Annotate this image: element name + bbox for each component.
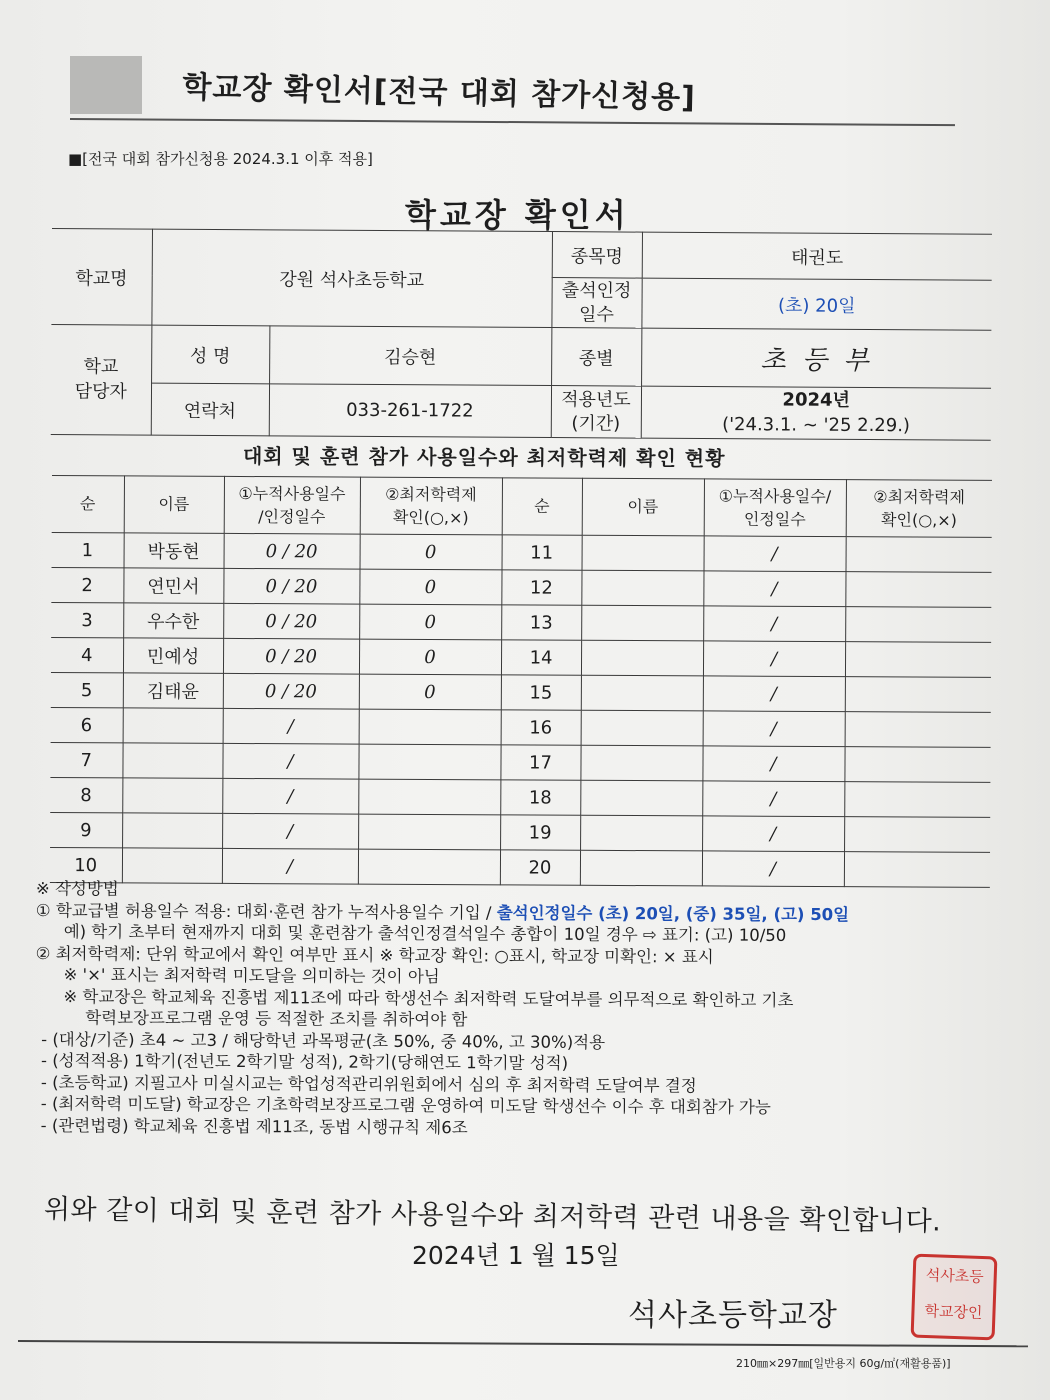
manager-name-value: 김승현: [269, 326, 551, 386]
school-name-label: 학교명: [51, 228, 152, 325]
attendance-days-value: (초) 20일: [641, 278, 991, 330]
row-number: 19: [500, 815, 580, 850]
student-name: [581, 710, 703, 746]
row-number: 11: [502, 535, 582, 570]
days-used: 0 / 20: [223, 603, 359, 639]
min-academic-check: [844, 782, 990, 818]
student-name: [123, 708, 223, 744]
days-used: /: [703, 711, 845, 747]
row-number: 9: [50, 812, 122, 847]
header-days-right: ①누적사용일수/: [718, 486, 832, 506]
row-number: 2: [51, 567, 123, 602]
days-used: /: [702, 781, 844, 817]
year-label-2: (기간): [571, 412, 621, 434]
student-name: 연민서: [123, 568, 223, 604]
notes-heading: ※ 작성방법: [35, 879, 119, 899]
student-name: [580, 815, 702, 851]
min-academic-check: [845, 677, 991, 713]
header-min-academic: ②최저학력제: [385, 484, 477, 505]
table-row: [50, 812, 990, 852]
note-1-text: ① 학교급별 허용일수 적용: 대회·훈련 참가 누적사용일수 기입 /: [35, 900, 497, 922]
days-used: /: [703, 676, 845, 712]
contact-label: 연락처: [151, 383, 269, 436]
row-number: 7: [50, 742, 122, 777]
header-min-academic-2: 확인(○,×): [392, 507, 469, 528]
table-row: [51, 567, 991, 607]
min-academic-check: [845, 642, 991, 678]
min-academic-check: 0: [359, 674, 501, 710]
row-number: 12: [501, 570, 581, 605]
min-academic-check: [845, 607, 991, 643]
seal-text-1: 석사초등: [925, 1266, 985, 1287]
category-value: 초 등 부: [641, 328, 991, 388]
student-name: 김태윤: [123, 673, 223, 709]
school-name-value: 강원 석사초등학교: [151, 229, 552, 327]
min-academic-check: 0: [359, 639, 501, 675]
student-name: [580, 745, 702, 781]
row-number: 10: [50, 847, 122, 882]
year-value: 2024년: [782, 389, 851, 412]
note-2: ② 최저학력제: 단위 학교에서 확인 여부만 표시 ※ 학교장 확인: ○표시, 학교장 미확인: × 표시: [35, 943, 714, 967]
applicability-note: ■[전국 대회 참가신청용 2024.3.1 이후 적용]: [68, 150, 373, 168]
min-academic-check: [844, 817, 990, 853]
instructions: [35, 878, 1026, 1141]
student-name: 박동현: [124, 533, 224, 569]
header-no-right: 순: [502, 478, 582, 535]
student-name: [582, 535, 704, 571]
row-number: 20: [500, 850, 580, 885]
table-row: [52, 532, 992, 572]
note-2-b1: ※ 학교장은 학교체육 진흥법 제11조에 따라 학생선수 최저학력 도달여부를 의무적으로 확인하고 기초: [63, 986, 794, 1010]
name-label: 성 명: [151, 325, 269, 384]
attendance-label-2: 일수: [579, 303, 614, 325]
section-title: 대회 및 훈련 참가 사용일수와 최저학력제 확인 현황: [242, 444, 726, 471]
student-name: [581, 675, 703, 711]
signing-date: 2024년 1 월 15일: [412, 1241, 620, 1270]
row-number: 15: [501, 675, 581, 710]
min-academic-check: 0: [359, 604, 501, 640]
min-academic-check: [846, 537, 992, 573]
student-name: [581, 640, 703, 676]
table-row: [51, 602, 991, 642]
detail-4: - (최저학력 미도달) 학교장은 기초학력보장프로그램 운영하여 미도달 학생선수 이수 후 대회참가 가능: [40, 1094, 771, 1117]
student-name: 우수한: [123, 603, 223, 639]
days-used: /: [703, 606, 845, 642]
confirmation-statement: 위와 같이 대회 및 훈련 참가 사용일수와 최저학력 관련 내용을 확인합니다.: [43, 1194, 942, 1238]
row-number: 18: [500, 780, 580, 815]
student-name: [581, 605, 703, 641]
min-academic-check: [844, 747, 990, 783]
footer-divider: [18, 1340, 1028, 1347]
detail-3: - (초등학교) 지필고사 미실시교는 학업성적관리위원회에서 심의 후 최저학력 도달여부 결정: [40, 1072, 697, 1095]
table-row: [50, 742, 990, 782]
min-academic-check: [358, 814, 500, 850]
detail-5: - (관련법령) 학교체육 진흥법 제11조, 동법 시행규칙 제6조: [40, 1115, 468, 1137]
title-divider: [70, 118, 955, 126]
header-days: ①누적사용일수: [238, 483, 346, 504]
detail-1: - (대상/기준) 초4 ~ 고3 / 해당학년 과목평균(초 50%, 중 40%, 고 30%)적용: [41, 1029, 606, 1052]
category-label: 종별: [551, 328, 641, 387]
days-used: /: [222, 848, 358, 884]
days-used: 0 / 20: [223, 673, 359, 709]
min-academic-check: 0: [359, 569, 501, 605]
header-name: 이름: [124, 476, 224, 534]
min-academic-check: 0: [360, 534, 502, 570]
note-2-b2: 학력보장프로그램 운영 등 적절한 조치를 취하여야 함: [85, 1008, 468, 1030]
days-used: 0 / 20: [223, 638, 359, 674]
days-used: 0 / 20: [224, 533, 360, 569]
school-info-table: [51, 228, 992, 441]
days-used: 0 / 20: [223, 568, 359, 604]
header-no: 순: [52, 476, 124, 533]
days-used: /: [704, 536, 846, 572]
header-days-right-2: 인정일수: [743, 509, 806, 529]
row-number: 5: [51, 672, 123, 707]
days-used: /: [223, 708, 359, 744]
min-academic-check: [845, 572, 991, 608]
row-number: 3: [51, 602, 123, 637]
header-min-academic-right-2: 확인(○,×): [881, 510, 957, 530]
days-used: /: [222, 813, 358, 849]
days-used: /: [702, 851, 844, 887]
note-1-emphasis: 출석인정일수: [496, 902, 593, 923]
note-1-days: (초) 20일, (중) 35일, (고) 50일: [592, 903, 850, 924]
attendance-label: 출석인정: [561, 280, 632, 302]
min-academic-check: [845, 712, 991, 748]
row-number: 1: [52, 532, 124, 567]
manager-label: 학교: [83, 356, 119, 378]
document-title: 학교장 확인서: [405, 196, 630, 234]
header-name-right: 이름: [582, 478, 704, 536]
detail-2: - (성적적용) 1학기(전년도 2학기말 성적), 2학기(당해연도 1학기말 성적): [40, 1051, 569, 1073]
student-name: [122, 813, 222, 849]
table-row: [51, 637, 991, 677]
paper-spec: 210㎜×297㎜[일반용지 60g/㎡(재활용품)]: [736, 1357, 951, 1370]
note-1-example: 예) 학기 초부터 현재까지 대회 및 훈련참가 출석인정결석일수 총합이 10일 경우 ⇨ 표기: (고) 10/50: [63, 922, 787, 945]
days-used: /: [702, 746, 844, 782]
row-number: 8: [50, 777, 122, 812]
student-name: [122, 743, 222, 779]
sport-label: 종목명: [552, 232, 642, 279]
days-used: /: [702, 816, 844, 852]
official-seal: [911, 1254, 998, 1341]
table-row: [50, 777, 990, 817]
title-marker: [70, 56, 142, 114]
min-academic-check: [358, 744, 500, 780]
header-min-academic-right: ②최저학력제: [873, 487, 966, 507]
manager-label-2: 담당자: [74, 380, 127, 402]
period-value: ('24.3.1. ~ '25 2.29.): [722, 413, 911, 436]
contact-value: 033-261-1722: [269, 384, 551, 438]
participant-table: [50, 475, 992, 888]
header-days-2: /인정일수: [258, 507, 326, 527]
principal-signature: 석사초등학교장: [628, 1298, 838, 1333]
row-number: 14: [501, 640, 581, 675]
sport-value: 태권도: [642, 232, 992, 280]
row-number: 13: [501, 605, 581, 640]
student-name: 민예성: [123, 638, 223, 674]
row-number: 4: [51, 637, 123, 672]
row-number: 16: [501, 710, 581, 745]
table-row: [51, 672, 991, 712]
days-used: /: [222, 743, 358, 779]
main-title: 학교장 확인서[전국 대회 참가신청용]: [182, 69, 697, 116]
note-2-a: ※ '×' 표시는 최저학력 미도달을 의미하는 것이 아님: [63, 965, 440, 987]
seal-text-2: 학교장인: [924, 1301, 983, 1322]
year-label: 적용년도: [561, 389, 631, 411]
student-name: [580, 780, 702, 816]
days-used: /: [703, 641, 845, 677]
student-name: [122, 778, 222, 814]
days-used: /: [222, 778, 358, 814]
row-number: 6: [51, 707, 123, 742]
student-name: [581, 570, 703, 606]
row-number: 17: [500, 745, 580, 780]
min-academic-check: [359, 709, 501, 745]
min-academic-check: [358, 779, 500, 815]
table-row: [51, 707, 991, 747]
days-used: /: [703, 571, 845, 607]
